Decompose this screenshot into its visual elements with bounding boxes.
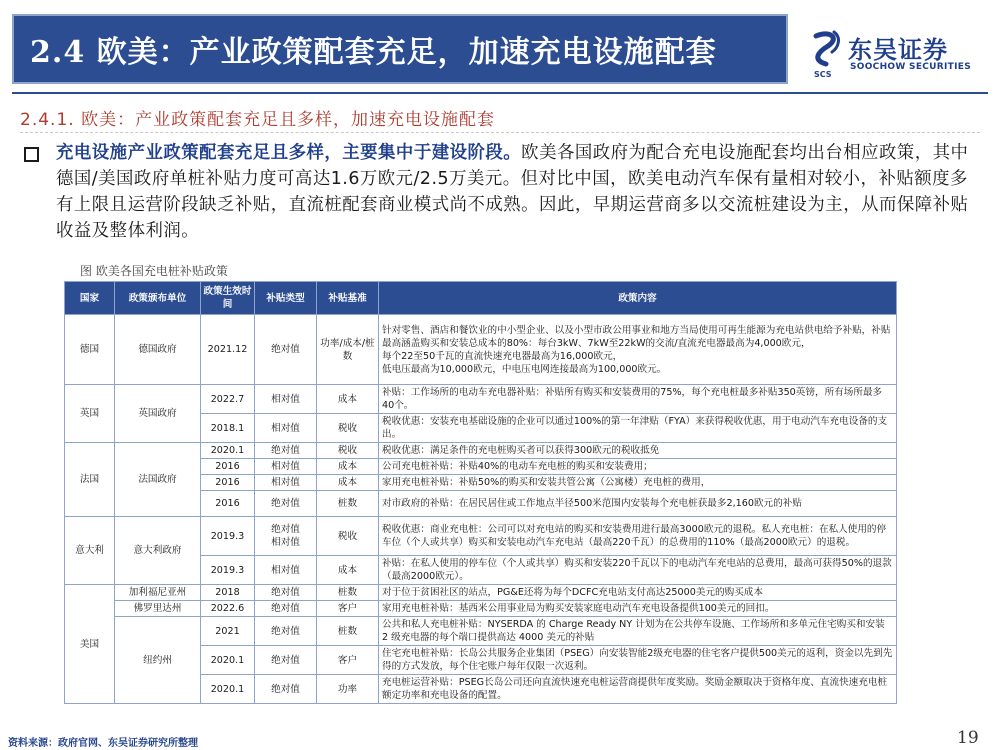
header-subsidy-basis: 补贴基准 [317, 282, 379, 315]
cell-basis: 成本 [317, 459, 379, 475]
cell-date: 2016 [201, 491, 255, 517]
cell-basis: 客户 [317, 601, 379, 617]
header-effective-date: 政策生效时间 [201, 282, 255, 315]
cell-basis: 成本 [317, 385, 379, 414]
header-bar [12, 14, 788, 84]
header-authority: 政策颁布单位 [115, 282, 201, 315]
summary-paragraph [56, 140, 981, 244]
cell-basis: 桩数 [317, 491, 379, 517]
bullet-square-icon [24, 147, 39, 162]
cell-type: 绝对值 [255, 601, 317, 617]
cell-content: 补贴：在私人使用的停车位（个人或共享）购买和安装220千瓦以下的电动汽车充电站的总费用，最高可获得50%的退款（最高2000欧元）。 [379, 556, 897, 585]
cell-basis: 桩数 [317, 617, 379, 646]
cell-authority: 加利福尼亚州 [115, 585, 201, 601]
header-subsidy-type: 补贴类型 [255, 282, 317, 315]
cell-type: 绝对值 [255, 443, 317, 459]
cell-basis: 功率 [317, 675, 379, 704]
cell-content: 家用充电桩补贴：基西米公用事业局为购买安装家庭电动汽车充电设备提供100美元的回扣。 [379, 601, 897, 617]
cell-date: 2022.7 [201, 385, 255, 414]
cell-basis: 成本 [317, 475, 379, 491]
cell-content: 家用充电桩补贴：补贴50%的购买和安装共管公寓（公寓楼）充电桩的费用， [379, 475, 897, 491]
logo-abbreviation: SCS [814, 70, 832, 79]
cell-content: 公司充电桩补贴：补贴40%的电动车充电桩的购买和安装费用； [379, 459, 897, 475]
section-divider [20, 132, 980, 133]
cell-content: 税收优惠：商业充电桩：公司可以对充电站的购买和安装费用进行最高3000欧元的退税。私人充电桩：在私人使用的停车位（个人或共享）购买和安装电动汽车充电站（最高220千瓦）的总费用的110%（最高2000欧元）的退税。 [379, 517, 897, 556]
cell-date: 2016 [201, 475, 255, 491]
cell-content: 公共和私人充电桩补贴：NYSERDA 的 Charge Ready NY 计划为在公共停车设施、工作场所和多单元住宅购买和安装 2 级充电器的每个端口提供高达 4000 美元的补贴 [379, 617, 897, 646]
section-title: 2.4.1. 欧美：产业政策配套充足且多样，加速充电设施配套 [20, 110, 496, 130]
cell-date: 2022.6 [201, 601, 255, 617]
table-row [65, 443, 897, 459]
policy-table [64, 281, 897, 704]
table-row [65, 585, 897, 601]
cell-type: 绝对值 相对值 [255, 517, 317, 556]
cell-date: 2021.12 [201, 315, 255, 385]
table-row [65, 385, 897, 414]
logo-chinese-name: 东吴证券 [848, 36, 948, 64]
table-header-row [65, 282, 897, 315]
cell-country: 法国 [65, 443, 115, 517]
cell-type: 绝对值 [255, 675, 317, 704]
cell-content: 针对零售、酒店和餐饮业的中小型企业、以及小型市政公用事业和地方当局使用可再生能源为充电站供电给予补贴，补贴最高涵盖购买和安装总成本的80%：每台3kW、7kW至22kW的交流/直流充电器最高为4,000欧元， 每个22至50千瓦的直流快速充电器最高为16,000欧元， 低电压最高为10,000欧元，中电压电网连接最高为100,000欧元。 [379, 315, 897, 385]
cell-authority: 意大利政府 [115, 517, 201, 585]
cell-type: 绝对值 [255, 491, 317, 517]
cell-type: 绝对值 [255, 315, 317, 385]
source-note: 资料来源：政府官网、东吴证券研究所整理 [8, 738, 198, 749]
cell-type: 绝对值 [255, 646, 317, 675]
cell-basis: 税收 [317, 414, 379, 443]
figure-caption: 图 欧美各国充电桩补贴政策 [80, 264, 228, 278]
cell-content: 住宅充电桩补贴：长岛公共服务企业集团（PSEG）向安装智能2级充电器的住宅客户提供500美元的返利，资金以先到先得的方式发放，每个住宅账户每年仅限一次返利。 [379, 646, 897, 675]
cell-type: 相对值 [255, 556, 317, 585]
cell-authority: 法国政府 [115, 443, 201, 517]
soochow-logo-icon [808, 28, 844, 74]
cell-type: 绝对值 [255, 617, 317, 646]
cell-country: 意大利 [65, 517, 115, 585]
cell-date: 2016 [201, 459, 255, 475]
header-policy-content: 政策内容 [379, 282, 897, 315]
paragraph-lead: 充电设施产业政策配套充足且多样，主要集中于建设阶段。 [56, 143, 522, 163]
cell-authority: 纽约州 [115, 617, 201, 704]
cell-authority: 佛罗里达州 [115, 601, 201, 617]
cell-date: 2020.1 [201, 646, 255, 675]
header-country: 国家 [65, 282, 115, 315]
cell-basis: 税收 [317, 443, 379, 459]
cell-date: 2019.3 [201, 556, 255, 585]
cell-date: 2019.3 [201, 517, 255, 556]
logo-english-name: SOOCHOW SECURITIES [850, 62, 971, 72]
page-title: 2.4 欧美：产业政策配套充足，加速充电设施配套 [30, 35, 717, 70]
cell-content: 税收优惠：满足条件的充电桩购买者可以获得300欧元的税收抵免 [379, 443, 897, 459]
table-row [65, 315, 897, 385]
table-row [65, 601, 897, 617]
cell-content: 对市政府的补贴：在居民居住或工作地点半径500米范围内安装每个充电桩获最多2,160欧元的补贴 [379, 491, 897, 517]
cell-date: 2021 [201, 617, 255, 646]
cell-basis: 功率/成本/桩数 [317, 315, 379, 385]
cell-basis: 税收 [317, 517, 379, 556]
cell-content: 补贴：工作场所的电动车充电器补贴：补贴所有购买和安装费用的75%，每个充电桩最多补贴350英镑，所有场所最多40个。 [379, 385, 897, 414]
cell-country: 德国 [65, 315, 115, 385]
cell-type: 绝对值 [255, 585, 317, 601]
company-logo [808, 26, 993, 84]
cell-date: 2018.1 [201, 414, 255, 443]
cell-type: 相对值 [255, 459, 317, 475]
cell-content: 对于位于贫困社区的站点，PG&E还将为每个DCFC充电站支付高达25000美元的购买成本 [379, 585, 897, 601]
cell-content: 充电桩运营补贴：PSEG长岛公司还向直流快速充电桩运营商提供年度奖励。奖励金额取决于资格年度、直流快速充电桩额定功率和充电设备的配置。 [379, 675, 897, 704]
cell-type: 相对值 [255, 414, 317, 443]
policy-table-wrapper [64, 281, 896, 704]
cell-type: 相对值 [255, 385, 317, 414]
paragraph-body: 欧美各国政府为配合充电设施配套均出台相应政策，其中德国/美国政府单桩补贴力度可高达1.6万欧元/2.5万美元。但对比中国，欧美电动汽车保有量相对较小，补贴额度多有上限且运营阶段缺乏补贴，直流桩配套商业模式尚不成熟。因此，早期运营商多以交流桩建设为主，从而保障补贴收益及整体利润。 [56, 143, 969, 241]
cell-content: 税收优惠：安装充电基础设施的企业可以通过100%的第一年津贴（FYA）来获得税收优惠，用于电动汽车充电设备的支出。 [379, 414, 897, 443]
cell-country: 英国 [65, 385, 115, 443]
cell-date: 2020.1 [201, 675, 255, 704]
table-row [65, 517, 897, 556]
cell-basis: 成本 [317, 556, 379, 585]
table-row [65, 617, 897, 646]
page-number: 19 [957, 728, 979, 748]
cell-authority: 英国政府 [115, 385, 201, 443]
header-divider [12, 92, 988, 94]
cell-type: 相对值 [255, 475, 317, 491]
cell-basis: 客户 [317, 646, 379, 675]
cell-date: 2018 [201, 585, 255, 601]
cell-country: 美国 [65, 585, 115, 704]
cell-authority: 德国政府 [115, 315, 201, 385]
cell-basis: 桩数 [317, 585, 379, 601]
cell-date: 2020.1 [201, 443, 255, 459]
